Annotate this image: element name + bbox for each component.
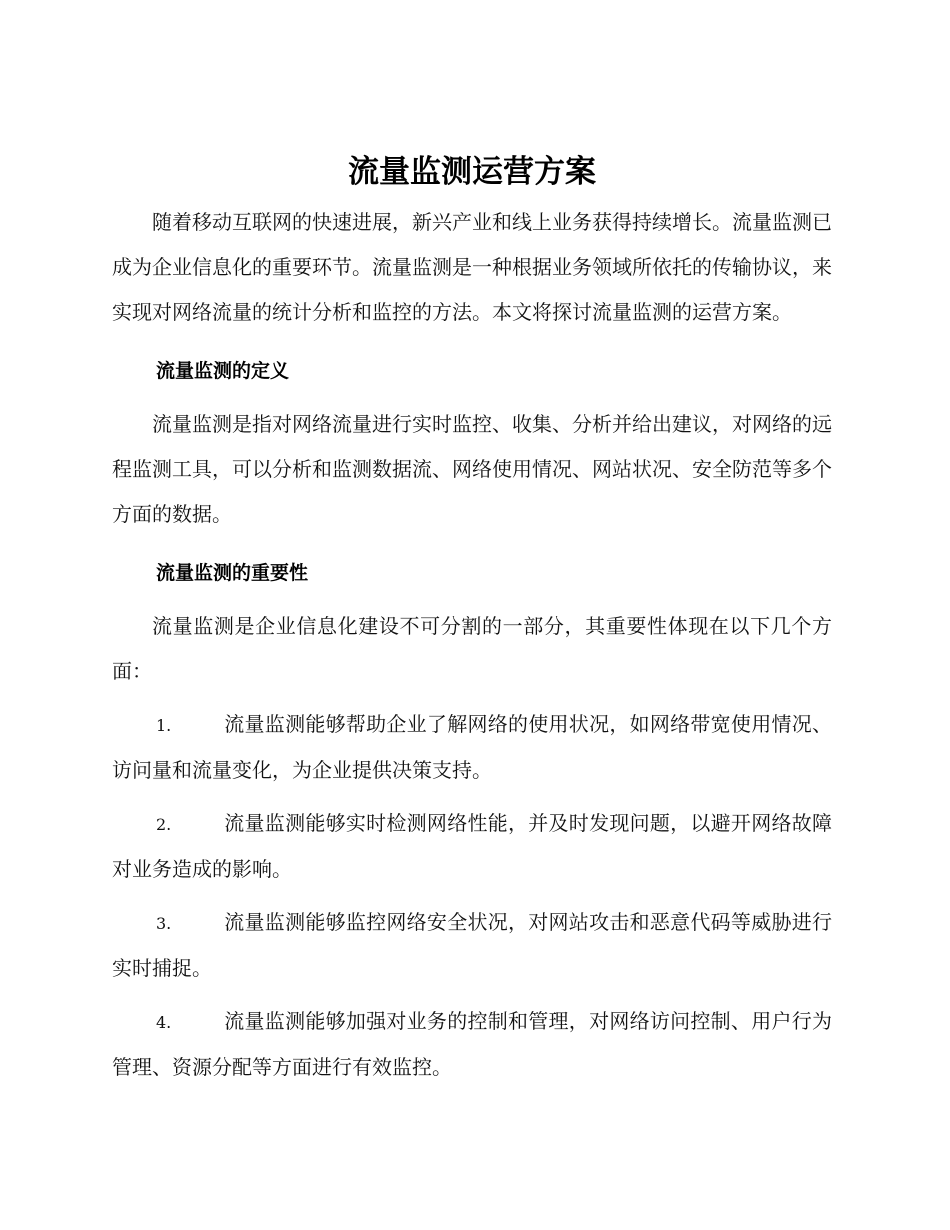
section-body-definition: 流量监测是指对网络流量进行实时监控、收集、分析并给出建议，对网络的远程监测工具，可以分析和监测数据流、网络使用情况、网站状况、安全防范等多个方面的数据。 bbox=[112, 412, 832, 526]
list-item-text: 流量监测能够实时检测网络性能，并及时发现问题，以避开网络故障对业务造成的影响。 bbox=[112, 811, 832, 881]
list-item-text: 流量监测能够加强对业务的控制和管理，对网络访问控制、用户行为管理、资源分配等方面进行有效监控。 bbox=[112, 1009, 832, 1079]
list-item bbox=[112, 900, 832, 991]
document-title: 流量监测运营方案 bbox=[348, 154, 596, 190]
list-item-text: 流量监测能够帮助企业了解网络的使用状况，如网络带宽使用情况、访问量和流量变化，为企业提供决策支持。 bbox=[112, 712, 832, 782]
section-heading-definition: 流量监测的定义 bbox=[156, 360, 290, 382]
document-page bbox=[112, 150, 832, 1098]
list-item-number: 4. bbox=[156, 1013, 172, 1032]
list-item-text: 流量监测能够监控网络安全状况，对网站攻击和恶意代码等威胁进行实时捕捉。 bbox=[112, 910, 832, 980]
section-body-importance: 流量监测是企业信息化建设不可分割的一部分，其重要性体现在以下几个方面： bbox=[112, 614, 832, 683]
intro-paragraph: 随着移动互联网的快速进展，新兴产业和线上业务获得持续增长。流量监测已成为企业信息化的重要环节。流量监测是一种根据业务领域所依托的传输协议，来实现对网络流量的统计分析和监控的方法。本文将探讨流量监测的运营方案。 bbox=[112, 210, 832, 324]
section-heading-importance: 流量监测的重要性 bbox=[156, 562, 309, 584]
list-item bbox=[112, 801, 832, 892]
list-item bbox=[112, 999, 832, 1090]
list-item bbox=[112, 702, 832, 793]
list-item-number: 2. bbox=[156, 815, 172, 834]
list-item-number: 1. bbox=[156, 716, 172, 735]
list-item-number: 3. bbox=[156, 914, 172, 933]
